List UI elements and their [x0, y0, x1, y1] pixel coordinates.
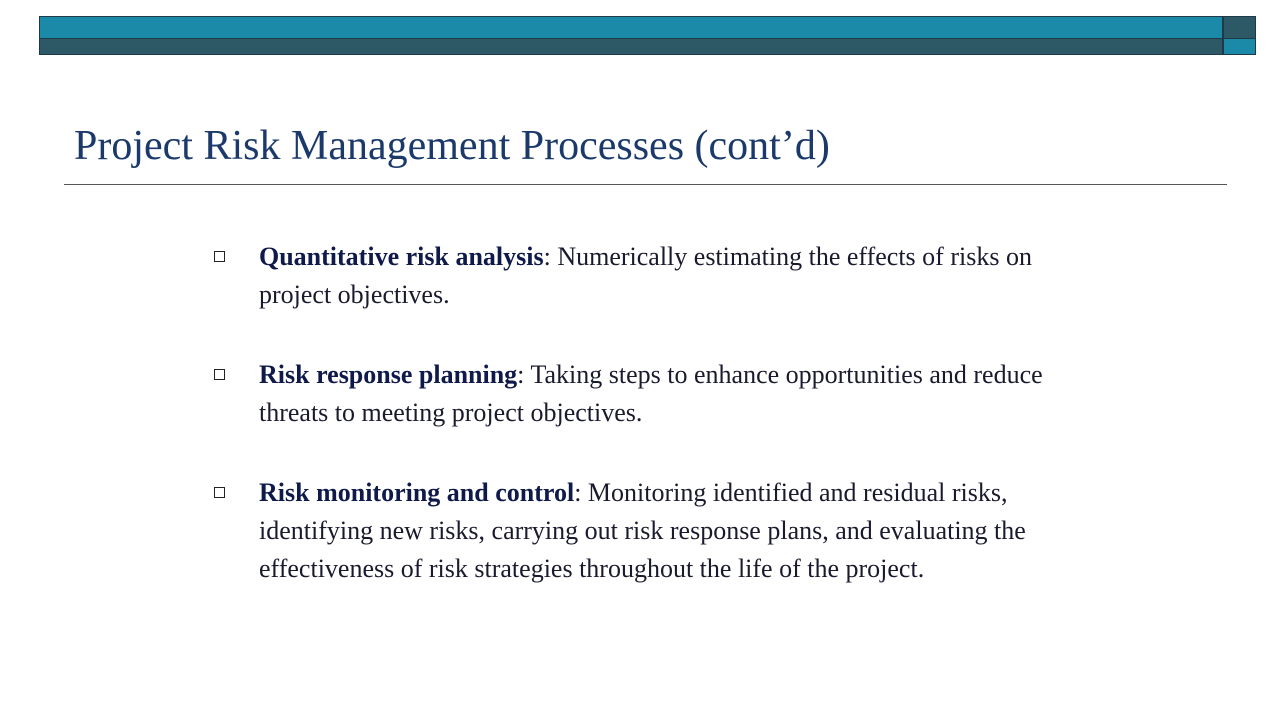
bullet-term: Quantitative risk analysis	[259, 242, 544, 271]
bullet-separator: :	[517, 360, 531, 389]
title-divider	[64, 184, 1227, 185]
slide-title: Project Risk Management Processes (cont’d)	[74, 123, 830, 169]
bullet-text: Monitoring identified and residual risks, identifying new risks, carrying out risk response plans, and evaluating the effectiveness of risk strategies throughout the life of the project.	[259, 478, 1026, 583]
bullet-text: Taking steps to enhance opportunities and reduce threats to meeting project objectives.	[259, 360, 1043, 427]
bullet-item-risk-response-planning	[205, 356, 1105, 432]
header-square-bottom	[1223, 39, 1256, 55]
bullet-term: Risk monitoring and control	[259, 478, 575, 507]
bullet-separator: :	[574, 478, 588, 507]
bullet-item-quantitative-risk-analysis	[205, 238, 1105, 314]
bullet-item-risk-monitoring-and-control	[205, 474, 1105, 588]
header-square-top	[1223, 16, 1256, 39]
bullet-list	[205, 238, 1105, 630]
square-bullet-icon	[214, 487, 225, 498]
square-bullet-icon	[214, 369, 225, 380]
square-bullet-icon	[214, 251, 225, 262]
header-bar-top	[39, 16, 1223, 39]
header-bar-bottom	[39, 39, 1223, 55]
bullet-separator: :	[543, 242, 558, 271]
bullet-text: Numerically estimating the effects of risks on project objectives.	[259, 242, 1032, 309]
bullet-term: Risk response planning	[259, 360, 518, 389]
